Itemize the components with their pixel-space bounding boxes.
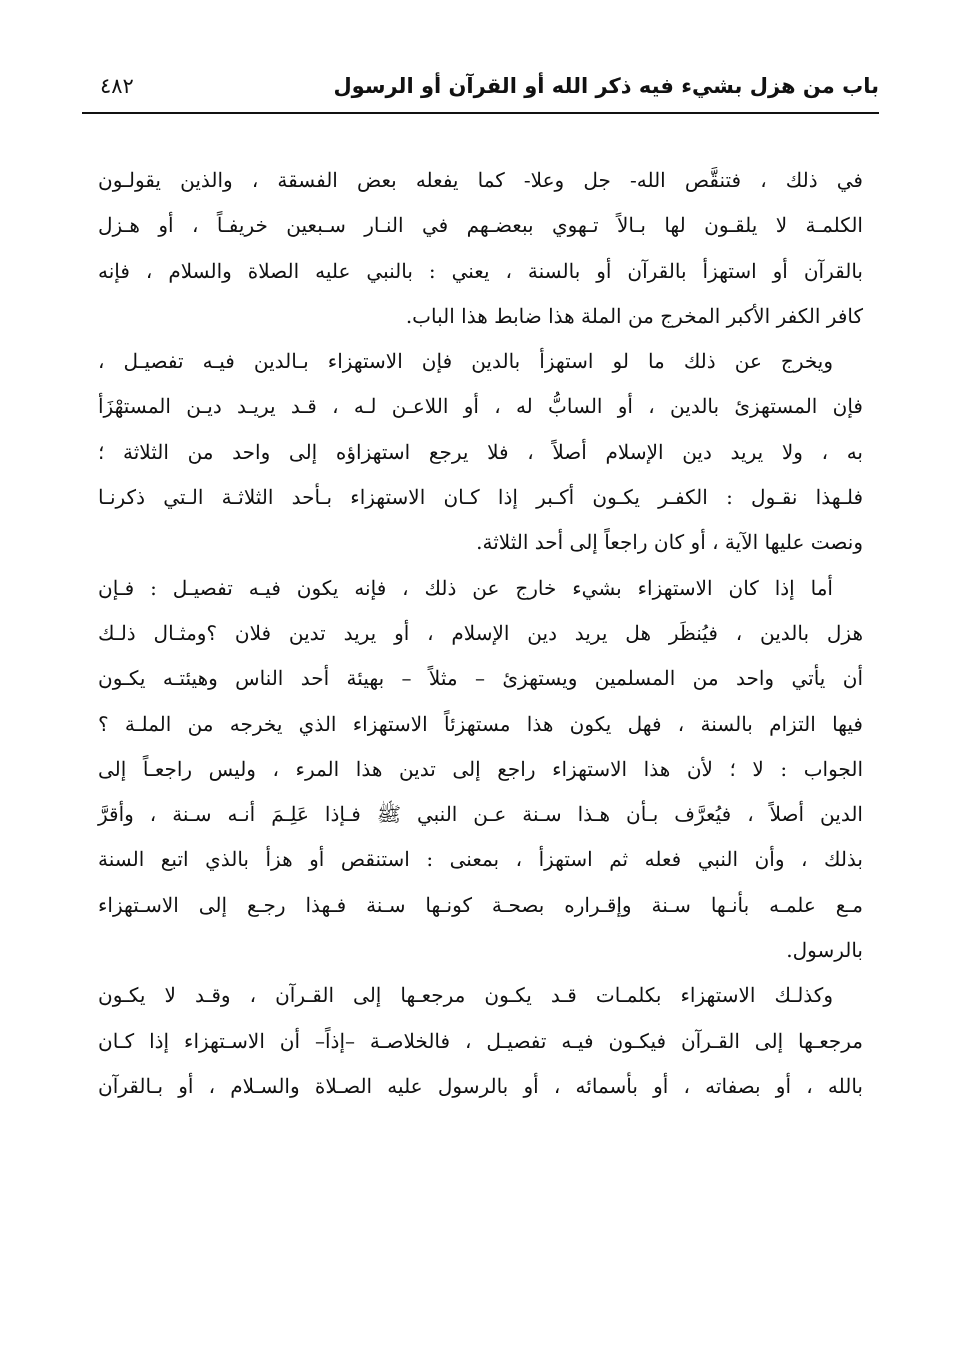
- paragraph-4: [98, 973, 863, 1109]
- paragraph-2: [98, 339, 863, 565]
- paragraph-1: [98, 158, 863, 339]
- text-line: مرجعـها إلى القـرآن فيكـون فيـه تفصيـل ، فالخلاصـة –إذاً– أن الاسـتهزاء إذا كـان: [98, 1028, 863, 1053]
- text-line: ونصت عليها الآية ، أو كان راجعاً إلى أحد الثلاثة.: [476, 530, 863, 555]
- text-line: الدين أصلاً ، فيُعرَّف بـأن هـذا سـنة عـن النبي ﷺ فـإذا عَلِـمَ أنـه سـنة ، وأقرَّ: [98, 802, 863, 827]
- text-line: بالله ، أو بصفاته ، أو بأسمائه ، أو بالرسول عليه الصـلاة والسـلام ، أو بـالقرآن: [98, 1073, 863, 1098]
- text-line: فلـهذا نقـول : الكفـر يكـون أكـبر إذا كـان الاستهزاء بـأحد الثلاثـة الـتي ذكرنـا: [98, 485, 863, 510]
- text-line: الجواب : لا ؛ لأن هذا الاستهزاء راجع إلى تدين هذا المرء ، وليس راجعـاً إلى: [98, 756, 863, 781]
- text-line: فيها التزام بالسنة ، فهل يكون هذا مستهزئاً الاستهزاء الذي يخرجه من الملـة ؟: [98, 711, 863, 736]
- text-line: أما إذا كان الاستهزاء بشيء خارج عن ذلك ، فإنه يكون فيـه تفصيـل : فـإن: [98, 575, 833, 600]
- text-line: بالقرآن أو استهزأ بالقرآن أو بالسنة ، يعني : بالنبي عليه الصلاة والسلام ، فإنه: [98, 258, 863, 283]
- text-line: فإن المستهزئ بالدين ، أو السابُّ له ، أو اللاعـن لـه ، قـد يريـد ديـن المستهْزَأ: [98, 394, 863, 419]
- header-divider: [82, 112, 879, 114]
- page-header: [82, 70, 879, 114]
- text-line: في ذلك ، فتنقَّص الله- جل وعلا- كما يفعله بعض الفسقة ، والذين يقولـون: [98, 168, 863, 192]
- text-line: هزل بالدين ، فيُنظَر هل يريد دين الإسلام ، أو يريد تدين فلان ؟ومثـال ذلـك: [98, 620, 863, 645]
- text-line: بذلك ، وأن النبي فعله ثم استهزأ ، بمعنى : استنقص أو هزأ بالذي اتبع السنة: [98, 847, 863, 872]
- paragraph-3: [98, 566, 863, 974]
- text-line: كافر الكفر الأكبر المخرج من الملة هذا ضابط هذا الباب.: [405, 303, 863, 328]
- text-line: وكذلـك الاستهزاء بكلمـات قـد يكـون مرجعـها إلى القـرآن ، وقـد لا يكـون: [98, 983, 833, 1008]
- text-line: ويخرج عن ذلك ما لو استهزأ بالدين فإن الاستهزاء بـالدين فيـه تفصيـل ،: [98, 349, 833, 374]
- page-body: [98, 158, 863, 1109]
- text-line: الكلمـة لا يلقـون لها بـالاً تـهوي ببعضـهم في النـار سـبعين خريفـاً ، أو هـزل: [98, 213, 863, 238]
- text-line: أن يأتي واحد من المسلمين ويستهزئ – مثلاً – بهيئة أحد الناس وهيئتـه يكـون: [98, 666, 863, 691]
- text-line: بالرسول.: [786, 938, 863, 963]
- page-number: ٤٨٢: [100, 74, 134, 98]
- text-line: مـع علمـه بأنـها سـنة وإقـراره بصحـة كونـها سـنة فـهذا رجـع إلى الاسـتهزاء: [98, 892, 863, 917]
- chapter-title: باب من هزل بشيء فيه ذكر الله أو القرآن أو الرسول: [333, 74, 879, 98]
- text-line: به ، ولا يريد دين الإسلام أصلاً ، فلا يرجع استهزاؤه إلى واحد من الثلاثة ؛: [98, 439, 863, 464]
